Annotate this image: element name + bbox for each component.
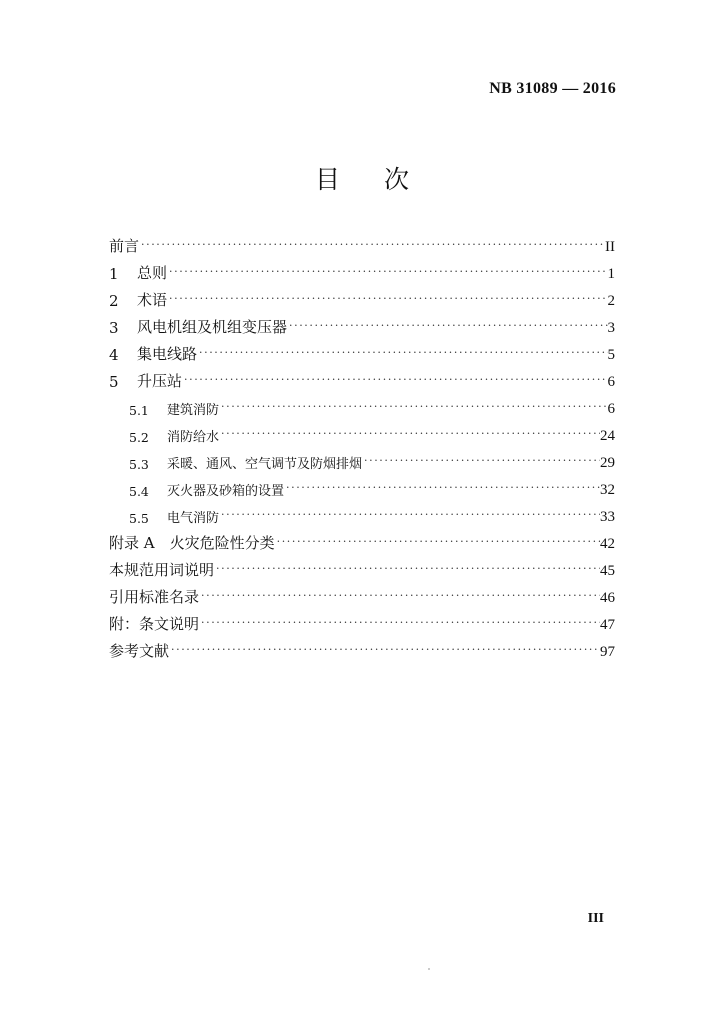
toc-entry-page: 47 <box>600 617 615 633</box>
toc-entry-page: 32 <box>600 482 615 498</box>
dot-leader <box>216 561 600 580</box>
toc-entry-wording[interactable] <box>109 553 615 580</box>
toc-entry-label: 参考文献 <box>109 642 170 660</box>
dot-leader <box>201 615 600 634</box>
toc-entry-label: 升压站 <box>137 372 183 390</box>
toc-entry-page: 97 <box>600 644 615 660</box>
toc-entry-5-5[interactable] <box>109 499 615 526</box>
toc-entry-number: 3 <box>109 319 119 337</box>
toc-entry-label: 前言 <box>109 237 140 255</box>
dot-leader <box>286 480 600 499</box>
toc-entry-page: 29 <box>600 455 615 471</box>
toc-entry-number: 5 <box>109 373 119 391</box>
toc-entry-page: 1 <box>607 266 615 282</box>
dot-leader <box>184 372 607 391</box>
toc-entry-1[interactable] <box>109 256 615 283</box>
dot-leader <box>169 264 607 283</box>
toc-entry-appendix-a[interactable] <box>109 526 615 553</box>
toc-entry-number: 5.3 <box>129 457 149 472</box>
toc-entry-label: 电气消防 <box>167 511 220 526</box>
toc-entry-number: 5.4 <box>129 484 149 499</box>
dot-leader <box>201 588 600 607</box>
toc-entry-explanation[interactable] <box>109 607 615 634</box>
table-of-contents <box>109 229 615 661</box>
dot-leader <box>221 426 600 445</box>
toc-entry-page: 6 <box>607 374 615 390</box>
toc-entry-label: 术语 <box>137 291 168 309</box>
toc-entry-label: 总则 <box>137 264 168 282</box>
toc-entry-5-1[interactable] <box>109 391 615 418</box>
dot-leader <box>169 291 607 310</box>
toc-entry-label: 附录 A 火灾危险性分类 <box>109 534 275 552</box>
toc-entry-label: 建筑消防 <box>167 403 220 418</box>
toc-entry-page: 45 <box>600 563 615 579</box>
toc-entry-number: 5.2 <box>129 430 149 445</box>
toc-entry-label: 集电线路 <box>137 345 198 363</box>
toc-entry-label: 附：条文说明 <box>109 615 200 633</box>
scan-speck <box>428 968 430 970</box>
toc-entry-label: 本规范用词说明 <box>109 561 215 579</box>
toc-entry-5-2[interactable] <box>109 418 615 445</box>
toc-entry-foreword[interactable] <box>109 229 615 256</box>
dot-leader <box>199 345 607 364</box>
toc-entry-number: 1 <box>109 265 119 283</box>
toc-entry-page: II <box>605 239 615 255</box>
toc-entry-label: 灭火器及砂箱的设置 <box>167 484 285 499</box>
dot-leader <box>289 318 607 337</box>
toc-entry-3[interactable] <box>109 310 615 337</box>
toc-entry-5[interactable] <box>109 364 615 391</box>
toc-entry-page: 42 <box>600 536 615 552</box>
toc-entry-label: 采暖、通风、空气调节及防烟排烟 <box>167 457 363 472</box>
toc-entry-label: 风电机组及机组变压器 <box>137 318 288 336</box>
toc-entry-5-3[interactable] <box>109 445 615 472</box>
dot-leader <box>277 534 600 553</box>
toc-entry-page: 5 <box>607 347 615 363</box>
toc-entry-number: 4 <box>109 346 119 364</box>
dot-leader <box>364 453 600 472</box>
toc-entry-4[interactable] <box>109 337 615 364</box>
toc-entry-page: 3 <box>607 320 615 336</box>
toc-entry-5-4[interactable] <box>109 472 615 499</box>
dot-leader <box>141 237 605 256</box>
toc-entry-page: 46 <box>600 590 615 606</box>
dot-leader <box>221 507 600 526</box>
toc-entry-number: 5.5 <box>129 511 149 526</box>
toc-entry-page: 6 <box>607 401 615 417</box>
toc-entry-page: 33 <box>600 509 615 525</box>
toc-entry-label: 引用标准名录 <box>109 588 200 606</box>
page-number: III <box>587 911 604 926</box>
dot-leader <box>171 642 600 661</box>
page-title: 目次 <box>314 165 453 194</box>
toc-entry-referenced-standards[interactable] <box>109 580 615 607</box>
toc-entry-2[interactable] <box>109 283 615 310</box>
toc-entry-page: 24 <box>600 428 615 444</box>
standard-code: NB 31089 — 2016 <box>489 80 616 97</box>
toc-entry-page: 2 <box>607 293 615 309</box>
toc-entry-number: 5.1 <box>129 403 149 418</box>
toc-entry-number: 2 <box>109 292 119 310</box>
toc-entry-references[interactable] <box>109 634 615 661</box>
toc-entry-label: 消防给水 <box>167 430 220 445</box>
dot-leader <box>221 399 607 418</box>
